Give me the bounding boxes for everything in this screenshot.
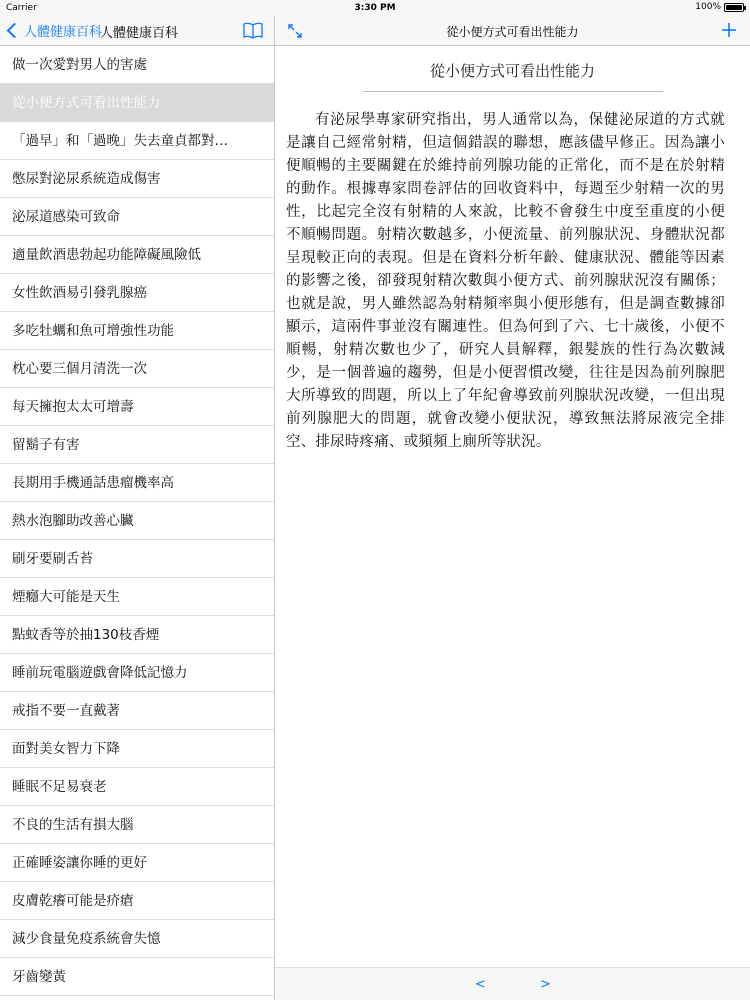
chevron-left-icon xyxy=(7,23,23,39)
list-item[interactable]: 泌尿道感染可致命 xyxy=(0,198,274,236)
master-title: 人體健康百科 xyxy=(100,26,179,41)
list-item[interactable]: 做一次愛對男人的害處 xyxy=(0,46,274,84)
list-item[interactable]: 牙齒變黃 xyxy=(0,958,274,996)
list-item[interactable]: 女性飲酒易引發乳腺癌 xyxy=(0,274,274,312)
list-item[interactable]: 睡眠不足易衰老 xyxy=(0,768,274,806)
back-button[interactable] xyxy=(6,21,102,40)
list-item[interactable]: 皮膚乾癢可能是疥瘡 xyxy=(0,882,274,920)
list-item[interactable]: 正確睡姿讓你睡的更好 xyxy=(0,844,274,882)
book-icon[interactable] xyxy=(242,21,264,39)
list-item[interactable]: 從小便方式可看出性能力 xyxy=(0,84,274,122)
list-item[interactable]: 點蚊香等於抽130枝香煙 xyxy=(0,616,274,654)
list-item[interactable]: 每天擁抱太太可增壽 xyxy=(0,388,274,426)
back-button-label: 人體健康百科 xyxy=(24,25,103,40)
battery-indicator xyxy=(695,2,744,12)
list-item[interactable]: 熱水泡腳助改善心臟 xyxy=(0,502,274,540)
bottom-toolbar xyxy=(275,967,750,1000)
detail-nav-bar xyxy=(275,16,750,46)
carrier-label: Carrier xyxy=(6,3,37,13)
list-item[interactable]: 多吃牡蠣和魚可增強性功能 xyxy=(0,312,274,350)
battery-percent: 100% xyxy=(695,2,721,12)
list-item[interactable]: 減少食量免疫系統會失憶 xyxy=(0,920,274,958)
list-item[interactable]: 睡前玩電腦遊戲會降低記憶力 xyxy=(0,654,274,692)
battery-icon xyxy=(724,3,744,12)
detail-pane xyxy=(275,16,750,1000)
list-item[interactable]: 不良的生活有損大腦 xyxy=(0,806,274,844)
next-button[interactable]: > xyxy=(540,977,551,992)
list-item[interactable]: 憋尿對泌尿系統造成傷害 xyxy=(0,160,274,198)
article-list xyxy=(0,46,274,996)
previous-button[interactable]: < xyxy=(475,977,486,992)
article-body: 有泌尿學專家研究指出，男人通常以為，保健泌尿道的方式就是讓自己經常射精，但這個錯誤的聯想，應該儘早修正。因為讓小便順暢的主要關鍵在於維持前列腺功能的正常化，而不是在於射精的動作。根據專家問卷評估的回收資料中，每週至少射精一次的男性，比起完全沒有射精的人來說，比較不會發生中度至重度的小便不順暢問題。射精次數越多，小便流量、前列腺狀況、身體狀況都呈現較正向的表現。但是在資料分析年齡、健康狀況、體能等因素的影響之後，卻發現射精次數與小便方式、前列腺狀況沒有關係；也就是說，男人雖然認為射精頻率與小便形態有，但是調查數據卻顯示，這兩件事並沒有關連性。但為何到了六、七十歲後，小便不順暢，射精次數也少了，研究人員解釋，銀髮族的性行為次數減少，是一個普遍的趨勢，但是小便習慣改變，往往是因為前列腺肥大所導致的問題，所以上了年紀會導致前列腺狀況改變，一但出現前列腺肥大的問題，就會改變小便狀況，導致無法將尿液完全排空、排尿時疼痛、或頻頻上廁所等狀況。 xyxy=(286,112,725,450)
list-item[interactable]: 面對美女智力下降 xyxy=(0,730,274,768)
list-item[interactable]: 戒指不要一直戴著 xyxy=(0,692,274,730)
master-nav-bar xyxy=(0,16,274,46)
list-item[interactable]: 適量飲酒患勃起功能障礙風險低 xyxy=(0,236,274,274)
article-title: 從小便方式可看出性能力 xyxy=(429,62,595,80)
list-item[interactable]: 長期用手機通話患瘤機率高 xyxy=(0,464,274,502)
list-item[interactable]: 煙癮大可能是天生 xyxy=(0,578,274,616)
clock: 3:30 PM xyxy=(354,3,396,13)
plus-icon[interactable] xyxy=(720,21,738,39)
title-divider xyxy=(363,91,663,92)
detail-nav-title: 從小便方式可看出性能力 xyxy=(446,25,579,39)
list-item[interactable]: 刷牙要刷舌苔 xyxy=(0,540,274,578)
master-pane xyxy=(0,16,275,1000)
status-bar xyxy=(0,0,750,16)
list-item[interactable]: 枕心要三個月清洗一次 xyxy=(0,350,274,388)
list-item[interactable]: 「過早」和「過晚」失去童貞都對… xyxy=(0,122,274,160)
list-item[interactable]: 留鬍子有害 xyxy=(0,426,274,464)
